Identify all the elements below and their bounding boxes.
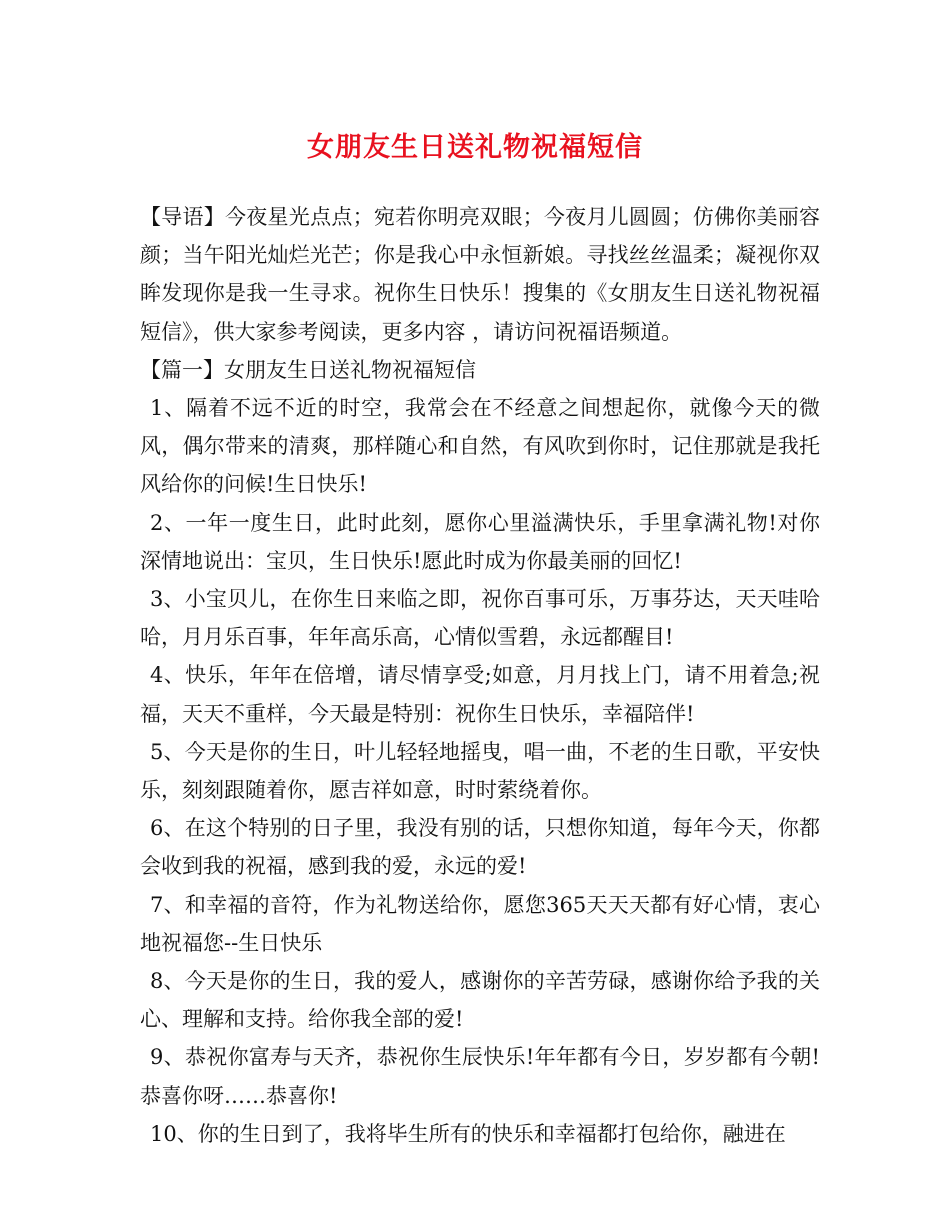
list-item: 6、在这个特别的日子里，我没有别的话，只想你知道，每年今天，你都会收到我的祝福，感到我的爱，永远的爱!	[140, 816, 820, 879]
list-item: 1、隔着不远不近的时空，我常会在不经意之间想起你，就像今天的微风，偶尔带来的清爽，那样随心和自然，有风吹到你时，记住那就是我托风给你的问候!生日快乐!	[140, 396, 820, 497]
page-title: 女朋友生日送礼物祝福短信	[307, 132, 643, 163]
list-item: 5、今天是你的生日，叶儿轻轻地摇曳，唱一曲，不老的生日歌，平安快乐，刻刻跟随着你，愿吉祥如意，时时萦绕着你。	[140, 739, 820, 803]
section-heading: 【篇一】女朋友生日送礼物祝福短信	[140, 357, 476, 382]
document-body	[140, 198, 820, 1153]
list-item: 7、和幸福的音符，作为礼物送给你，愿您365天天天都有好心情，衷心地祝福您--生日快乐	[140, 892, 820, 955]
list-item: 8、今天是你的生日，我的爱人，感谢你的辛苦劳碌，感谢你给予我的关心、理解和支持。给你我全部的爱!	[140, 969, 820, 1032]
list-item: 4、快乐，年年在倍增，请尽情享受;如意，月月找上门，请不用着急;祝福，天天不重样，今天最是特别：祝你生日快乐，幸福陪伴!	[140, 663, 820, 726]
list-item: 9、恭祝你富寿与天齐，恭祝你生辰快乐!年年都有今日，岁岁都有今朝!恭喜你呀……恭喜你!	[140, 1045, 820, 1108]
list-item: 10、你的生日到了，我将毕生所有的快乐和幸福都打包给你，融进在	[150, 1121, 786, 1146]
list-item: 3、小宝贝儿，在你生日来临之即，祝你百事可乐，万事芬达，天天哇哈哈，月月乐百事，年年高乐高，心情似雪碧，永远都醒目!	[140, 587, 820, 650]
list-item: 2、一年一度生日，此时此刻，愿你心里溢满快乐，手里拿满礼物!对你深情地说出：宝贝，生日快乐!愿此时成为你最美丽的回忆!	[140, 510, 820, 573]
intro-paragraph: 【导语】今夜星光点点；宛若你明亮双眼；今夜月儿圆圆；仿佛你美丽容颜；当午阳光灿烂光芒；你是我心中永恒新娘。寻找丝丝温柔；凝视你双眸发现你是我一生寻求。祝你生日快乐！搜集的《女朋友生日送礼物祝福短信》，供大家参考阅读，更多内容 ，请访问祝福语频道。	[140, 205, 820, 344]
